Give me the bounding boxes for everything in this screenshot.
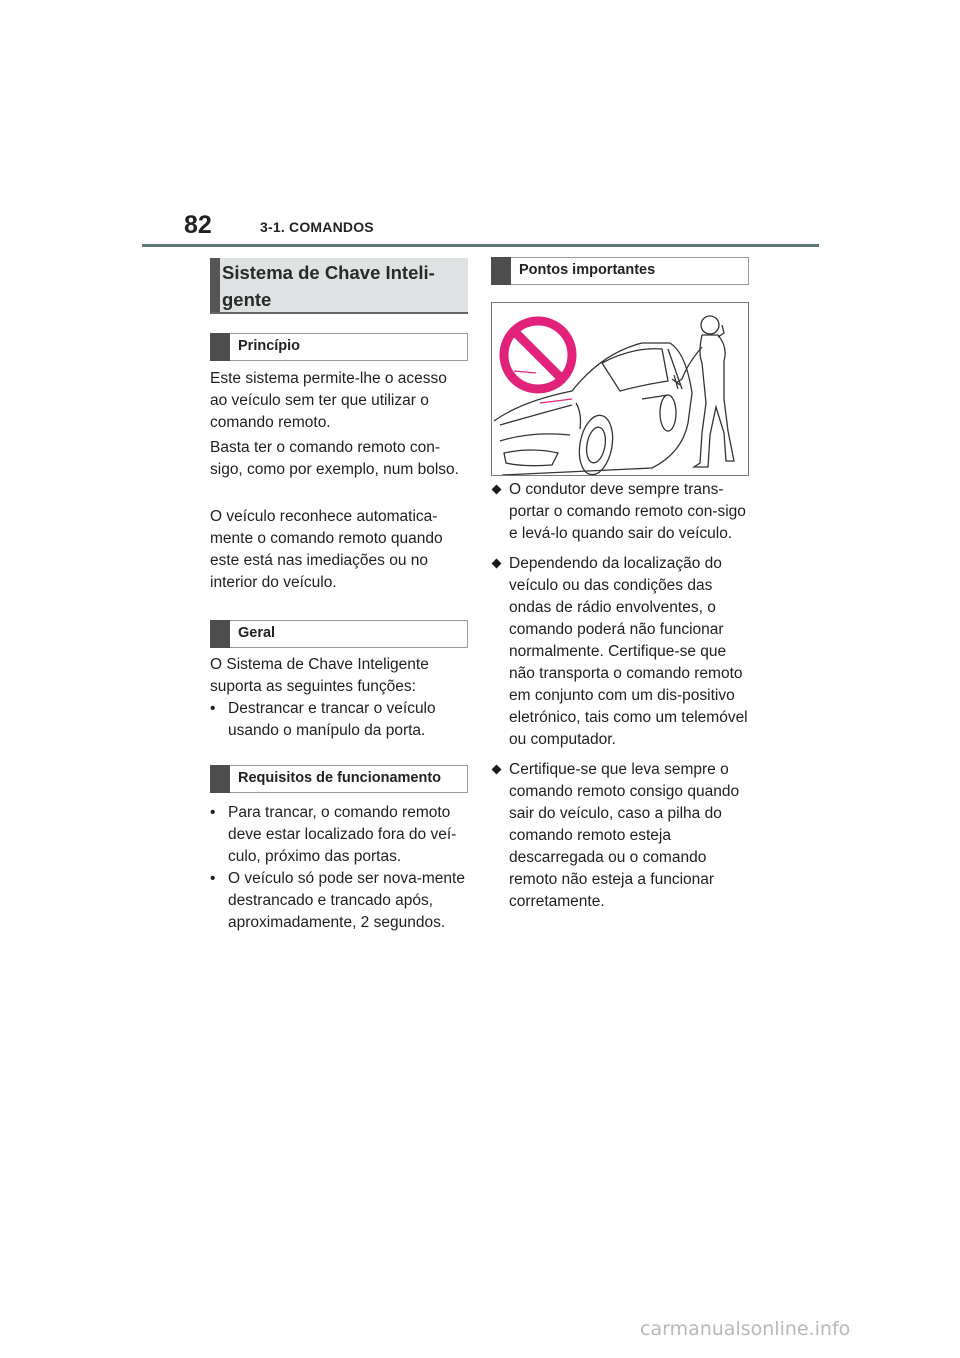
pontos-heading [491,257,749,285]
principio-paragraph-2: Basta ter o comando remoto con-sigo, como por exemplo, num bolso. [210,439,459,478]
heading-bar [210,620,230,648]
diamond-bullet-icon [492,765,502,775]
heading-bar [210,765,230,793]
heading-bar [210,333,230,361]
bullet-icon: • [210,804,216,821]
principio-paragraph-3: O veículo reconhece automatica-mente o comando remoto quando este está nas imediações ou no interior do veículo. [210,508,443,591]
heading-bar [491,257,511,285]
geral-bullets [210,698,465,742]
person-icon [672,316,734,467]
pontos-heading-text: Pontos importantes [519,262,656,278]
diamond-bullet-icon [492,485,502,495]
requisitos-heading-text: Requisitos de funcionamento [238,770,442,786]
illustration [491,302,749,476]
watermark: carmanualsonline.info [640,1318,851,1340]
geral-heading [210,620,468,648]
prohibited-icon [504,321,572,389]
page-number: 82 [184,211,212,239]
car-key-illustration [492,303,748,475]
requisitos-heading [210,765,468,793]
requisitos-bullets [210,802,468,934]
list-item-text: O condutor deve sempre trans-portar o comando remoto con-sigo e levá-lo quando sair do veículo. [509,481,746,542]
bullet-icon: • [210,870,216,887]
list-item-text: Para trancar, o comando remoto deve estar localizado fora do veí-culo, próximo das portas. [228,804,457,865]
principio-heading-text: Princípio [238,338,301,354]
geral-heading-text: Geral [238,625,276,641]
main-heading-text: Sistema de Chave Inteli-gente [222,262,435,310]
list-item [210,802,468,868]
principio-heading [210,333,468,361]
bullet-icon: • [210,700,216,717]
geral-intro: O Sistema de Chave Inteligente suporta as seguintes funções: [210,656,429,695]
list-item [491,759,749,913]
list-item-text: Certifique-se que leva sempre o comando remoto consigo quando sair do veículo, caso a pilha do comando remoto esteja descarregada ou o comando remoto não esteja a funcionar corretamente. [509,761,740,910]
list-item-text: Dependendo da localização do veículo ou das condições das ondas de rádio envolventes, o comando poderá não funcionar normalmente. Certifique-se que não transporta o comando remoto em conjunto com um dis-positivo eletrónico, tais como um telemóvel ou computador. [509,555,748,748]
main-heading [210,258,468,314]
diamond-bullet-icon [492,559,502,569]
car-icon [494,343,692,475]
list-item [210,868,468,934]
section-title: 3-1. COMANDOS [260,219,374,235]
list-item-text: Destrancar e trancar o veículo usando o manípulo da porta. [228,700,436,739]
list-item [210,698,465,742]
principio-paragraph-1: Este sistema permite-lhe o acesso ao veículo sem ter que utilizar o comando remoto. [210,370,447,431]
list-item [491,479,749,545]
list-item [491,553,749,751]
pontos-list [491,479,749,921]
heading-bar [210,258,220,312]
header-divider [142,244,819,247]
list-item-text: O veículo só pode ser nova-mente destrancado e trancado após, aproximadamente, 2 segundos. [228,870,465,931]
